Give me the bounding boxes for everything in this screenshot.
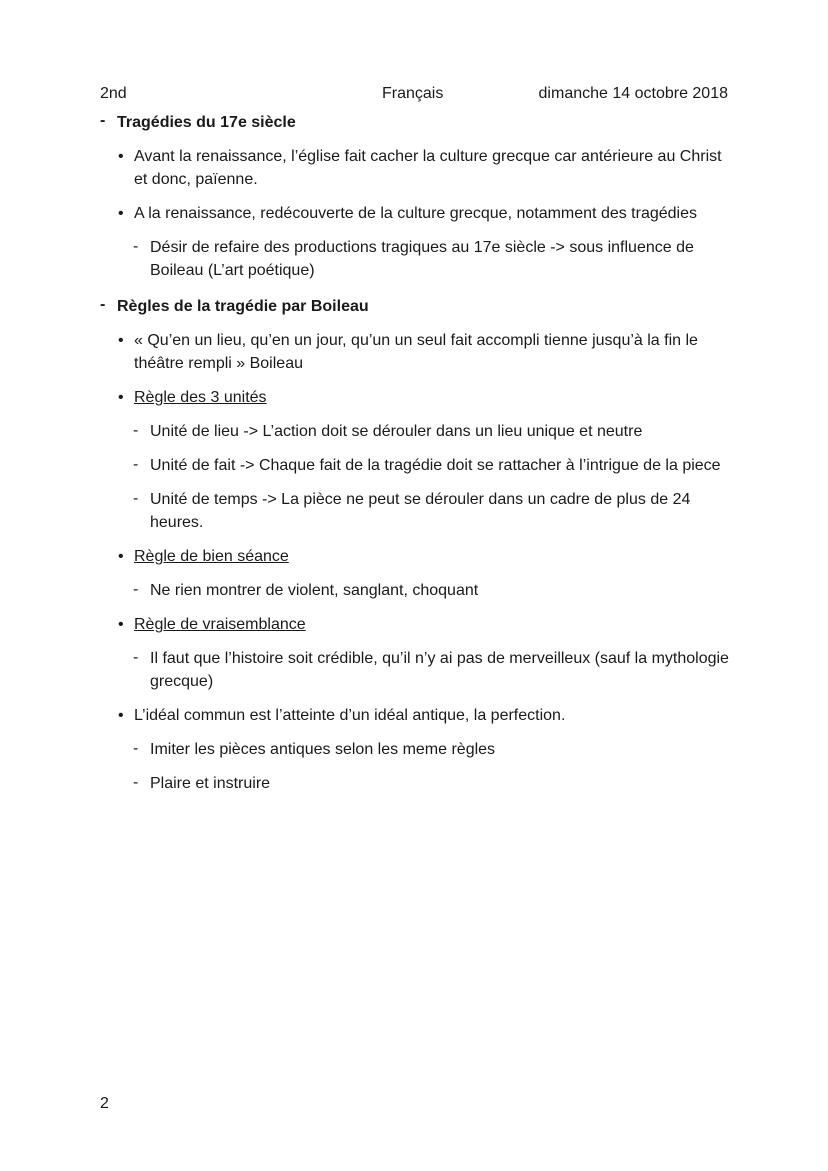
sub-item bbox=[100, 454, 730, 477]
header-subject: Français bbox=[382, 85, 444, 102]
sub-item bbox=[100, 488, 730, 534]
dash-marker: - bbox=[133, 456, 139, 473]
bullet-item bbox=[100, 704, 730, 727]
sub-item bbox=[100, 579, 730, 602]
bullet-item bbox=[100, 329, 730, 375]
header-class: 2nd bbox=[100, 85, 127, 102]
bullet-item bbox=[100, 202, 730, 225]
sub-text: Imiter les pièces antiques selon les meme règles bbox=[150, 741, 496, 758]
sub-text: Unité de lieu -> L’action doit se dérouler dans un lieu unique et neutre bbox=[150, 423, 643, 440]
dash-marker: - bbox=[133, 740, 139, 757]
rule-label: Règle de bien séance bbox=[134, 548, 289, 565]
bullet-icon: • bbox=[118, 548, 124, 565]
bullet-item bbox=[100, 386, 730, 409]
bullet-text: L’idéal commun est l’atteinte d’un idéal antique, la perfection. bbox=[134, 707, 566, 724]
sub-item bbox=[100, 738, 730, 761]
sub-item bbox=[100, 236, 730, 282]
sub-text: Ne rien montrer de violent, sanglant, choquant bbox=[150, 582, 479, 599]
sub-text: Il faut que l’histoire soit crédible, qu’il n’y ai pas de merveilleux (sauf la mythologie grecque) bbox=[150, 650, 729, 690]
section-heading bbox=[100, 295, 730, 318]
bullet-icon: • bbox=[118, 148, 124, 165]
sub-item bbox=[100, 772, 730, 795]
quote-text: « Qu’en un lieu, qu’en un jour, qu’un un seul fait accompli tienne jusqu’à la fin le théâtre rempli » Boileau bbox=[134, 332, 698, 372]
rule-label: Règle des 3 unités bbox=[134, 389, 267, 406]
section-heading bbox=[100, 111, 730, 134]
sub-text: Unité de fait -> Chaque fait de la tragédie doit se rattacher à l’intrigue de la piece bbox=[150, 457, 721, 474]
header-date: dimanche 14 octobre 2018 bbox=[538, 85, 728, 102]
page-number: 2 bbox=[100, 1095, 109, 1112]
bullet-item bbox=[100, 545, 730, 568]
dash-marker: - bbox=[133, 490, 139, 507]
rule-label: Règle de vraisemblance bbox=[134, 616, 306, 633]
sub-text: Désir de refaire des productions tragiques au 17e siècle -> sous influence de Boileau (L’art poétique) bbox=[150, 239, 694, 279]
bullet-icon: • bbox=[118, 332, 124, 349]
bullet-item bbox=[100, 145, 730, 191]
page-header bbox=[100, 82, 728, 105]
bullet-icon: • bbox=[118, 205, 124, 222]
dash-marker: - bbox=[100, 112, 106, 129]
bullet-icon: • bbox=[118, 616, 124, 633]
sub-item bbox=[100, 420, 730, 443]
bullet-text: A la renaissance, redécouverte de la culture grecque, notamment des tragédies bbox=[134, 205, 697, 222]
dash-marker: - bbox=[133, 581, 139, 598]
bullet-icon: • bbox=[118, 389, 124, 406]
dash-marker: - bbox=[133, 774, 139, 791]
sub-text: Plaire et instruire bbox=[150, 775, 271, 792]
section-title: Règles de la tragédie par Boileau bbox=[117, 298, 369, 315]
dash-marker: - bbox=[133, 238, 139, 255]
dash-marker: - bbox=[133, 422, 139, 439]
sub-text: Unité de temps -> La pièce ne peut se dérouler dans un cadre de plus de 24 heures. bbox=[150, 491, 691, 531]
bullet-icon: • bbox=[118, 707, 124, 724]
sub-item bbox=[100, 647, 730, 693]
document-body bbox=[100, 111, 730, 806]
section-title: Tragédies du 17e siècle bbox=[117, 114, 296, 131]
bullet-text: Avant la renaissance, l’église fait cacher la culture grecque car antérieure au Christ et donc, païenne. bbox=[134, 148, 722, 188]
dash-marker: - bbox=[133, 649, 139, 666]
bullet-item bbox=[100, 613, 730, 636]
dash-marker: - bbox=[100, 296, 106, 313]
